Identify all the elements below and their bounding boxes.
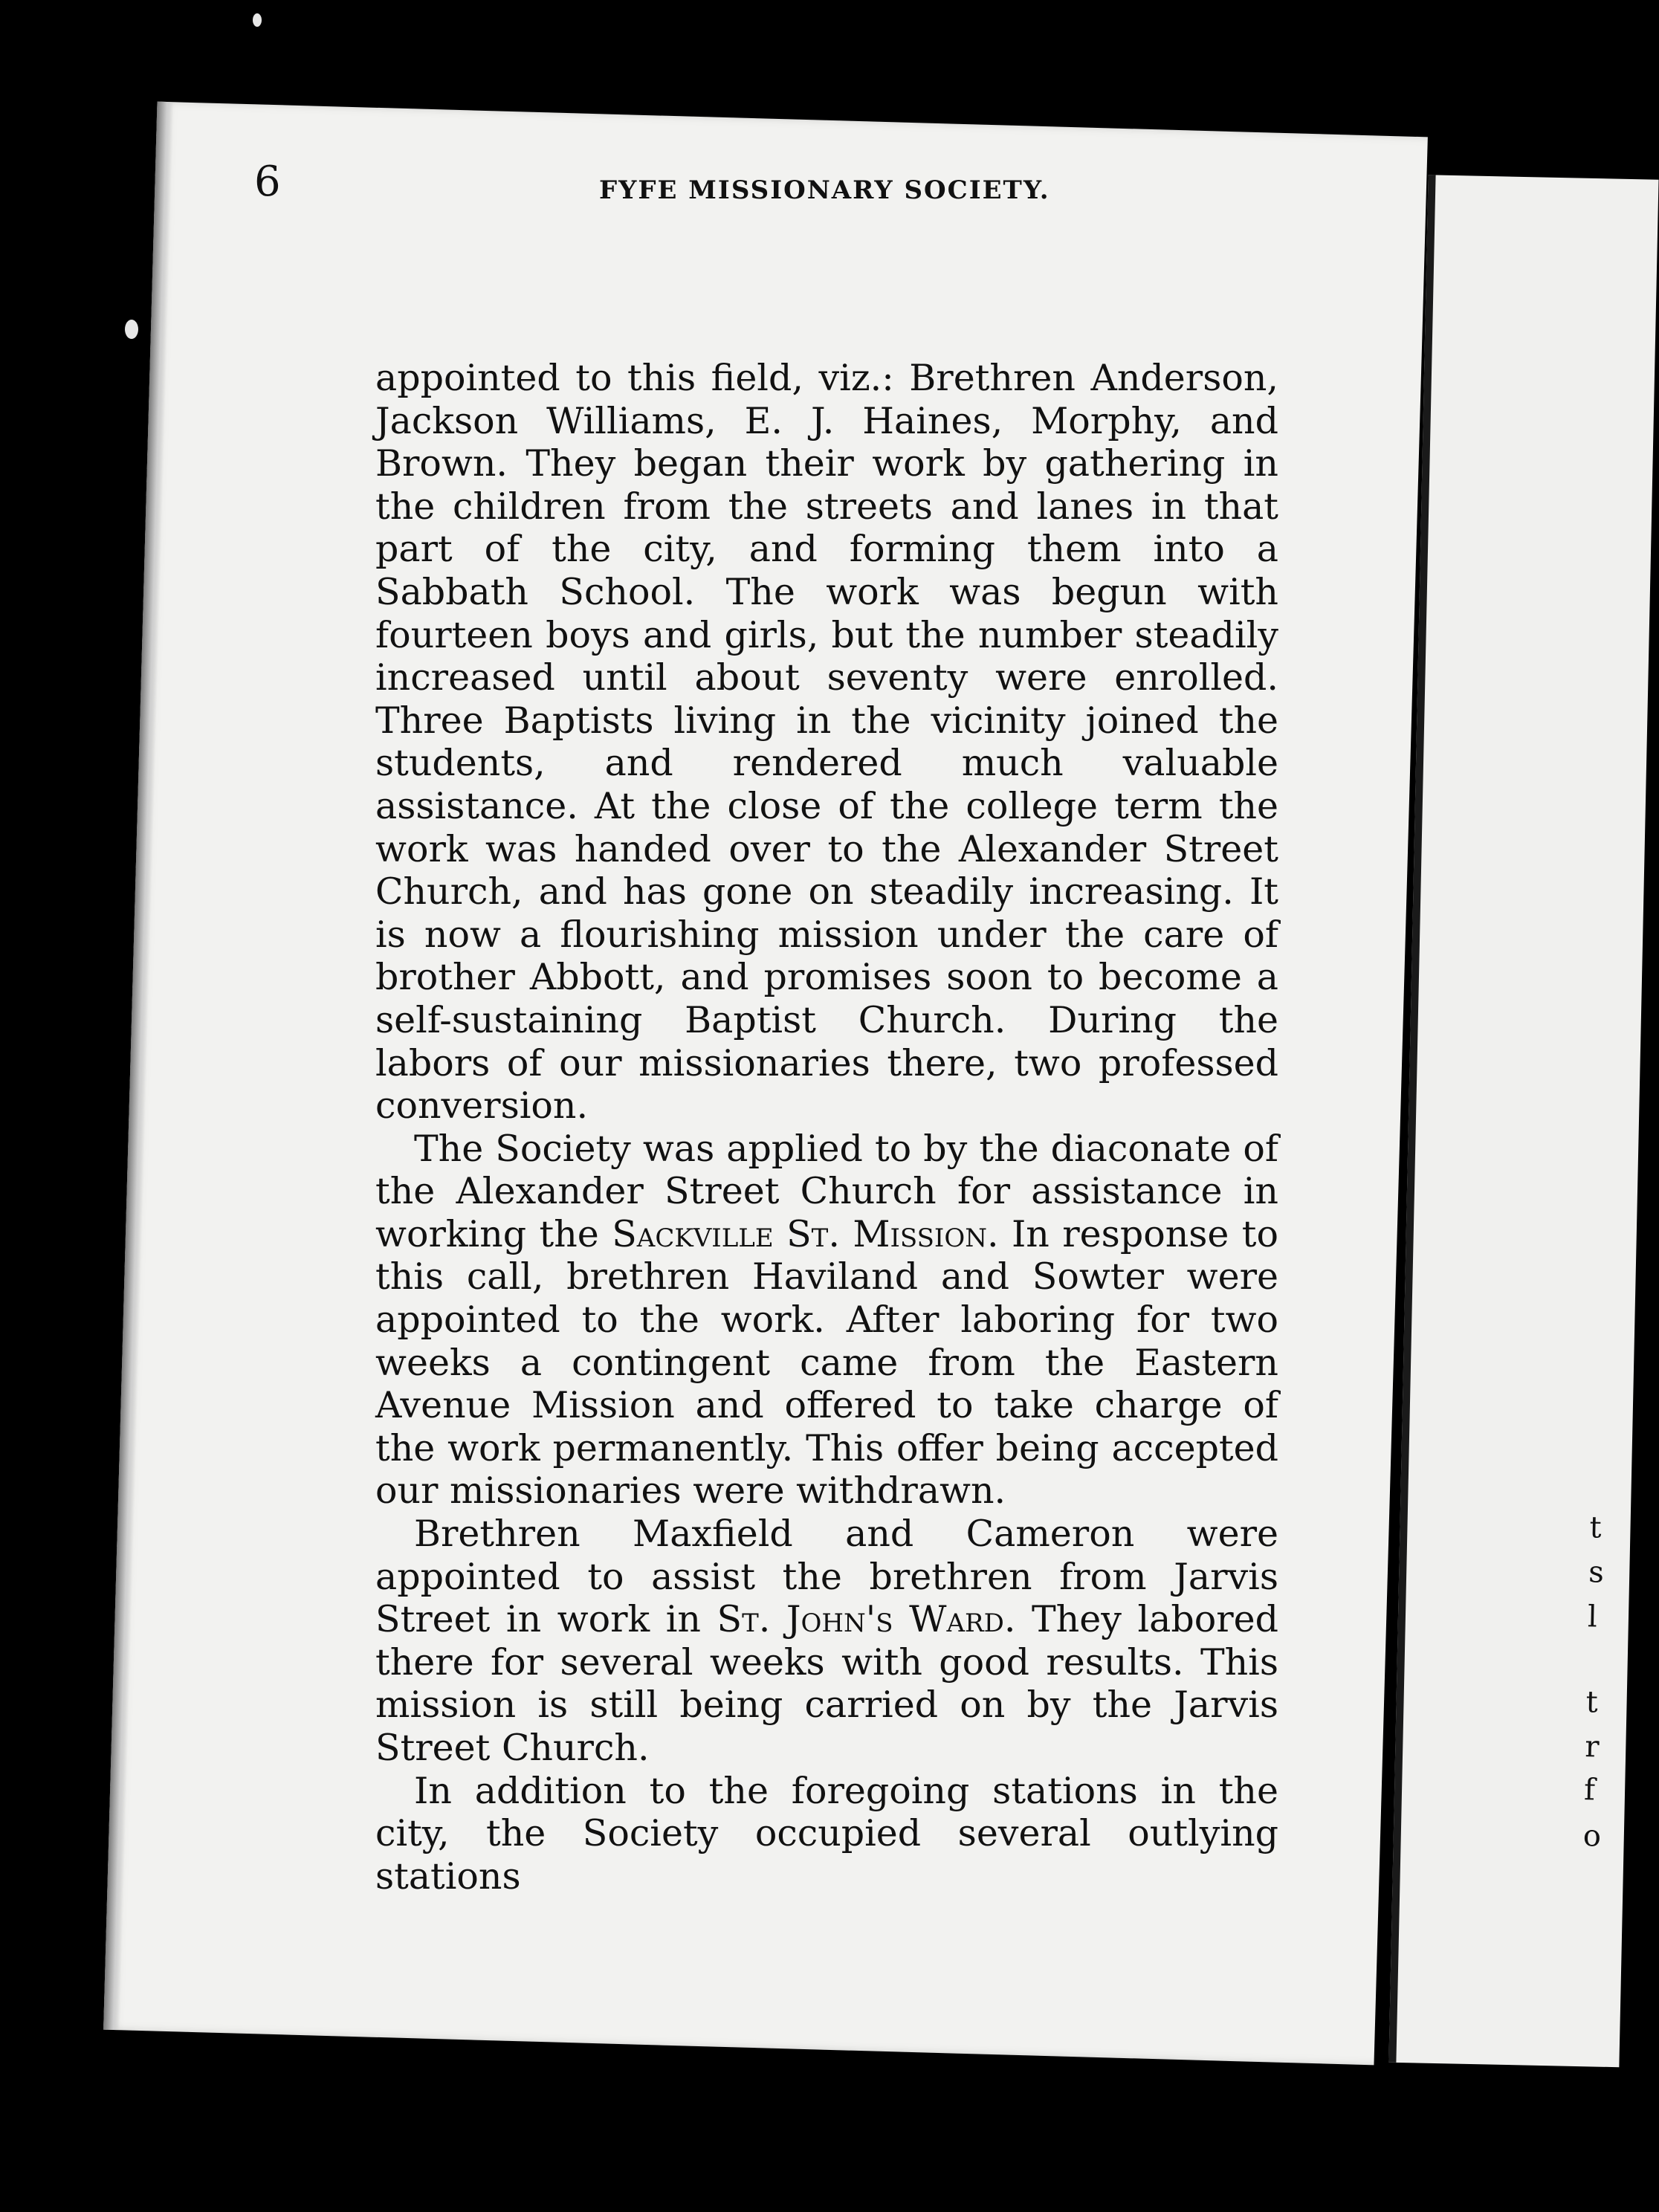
body-text: [375, 357, 1278, 1898]
paragraph-text: They labored there for several weeks with good results. This mission is still being carried on by the Jarvis Street Church.: [375, 1598, 1278, 1769]
paragraph: In addition to the foregoing stations in the city, the Society occupied several outlying stations: [375, 1769, 1278, 1898]
facing-page-fragment: l: [1587, 1600, 1598, 1634]
facing-page-fragment: t: [1589, 1510, 1603, 1545]
facing-page-fragment: s: [1588, 1555, 1605, 1590]
paragraph: [375, 1128, 1278, 1513]
facing-page-fragment: t: [1585, 1685, 1599, 1720]
paragraph-text: The Society was applied to by the diaconate of the Alexander Street Church for assistance in working the: [375, 1127, 1278, 1255]
film-speck: [125, 320, 138, 339]
film-speck: [253, 13, 262, 27]
facing-page-fragment: o: [1582, 1819, 1602, 1854]
paragraph-text: In response to this call, brethren Haviland and Sowter were appointed to the work. After laboring for two weeks a contingent came from the Eastern Avenue Mission and offered to take charge of the work permanently. This offer being accepted our missionaries were withdrawn.: [375, 1212, 1278, 1513]
facing-page: [1388, 175, 1658, 2067]
ward-name: St. John's Ward.: [717, 1598, 1016, 1641]
paragraph: appointed to this field, viz.: Brethren Anderson, Jackson Williams, E. J. Haines, Morphy, and Brown. They began their work by gathering in the children from the streets and lanes in that part of the city, and forming them into a Sabbath School. The work was begun with fourteen boys and girls, but the number steadily increased until about seventy were enrolled. Three Baptists living in the vicinity joined the students, and rendered much valuable assistance. At the close of the college term the work was handed over to the Alexander Street Church, and has gone on steadily increasing. It is now a flourishing mission under the care of brother Abbott, and promises soon to become a self-sustaining Baptist Church. During the labors of our missionaries there, two professed conversion.: [375, 357, 1278, 1128]
facing-page-fragment: f: [1583, 1773, 1596, 1808]
running-head: FYFE MISSIONARY SOCIETY.: [599, 175, 1050, 205]
paragraph-text: Brethren Maxfield and Cameron were appointed to assist the brethren from Jarvis Street in work in: [375, 1513, 1278, 1641]
paragraph: [375, 1513, 1278, 1770]
page-number: 6: [254, 158, 281, 206]
facing-page-fragment: r: [1584, 1730, 1600, 1765]
mission-name: Sackville St. Mission.: [612, 1212, 999, 1255]
